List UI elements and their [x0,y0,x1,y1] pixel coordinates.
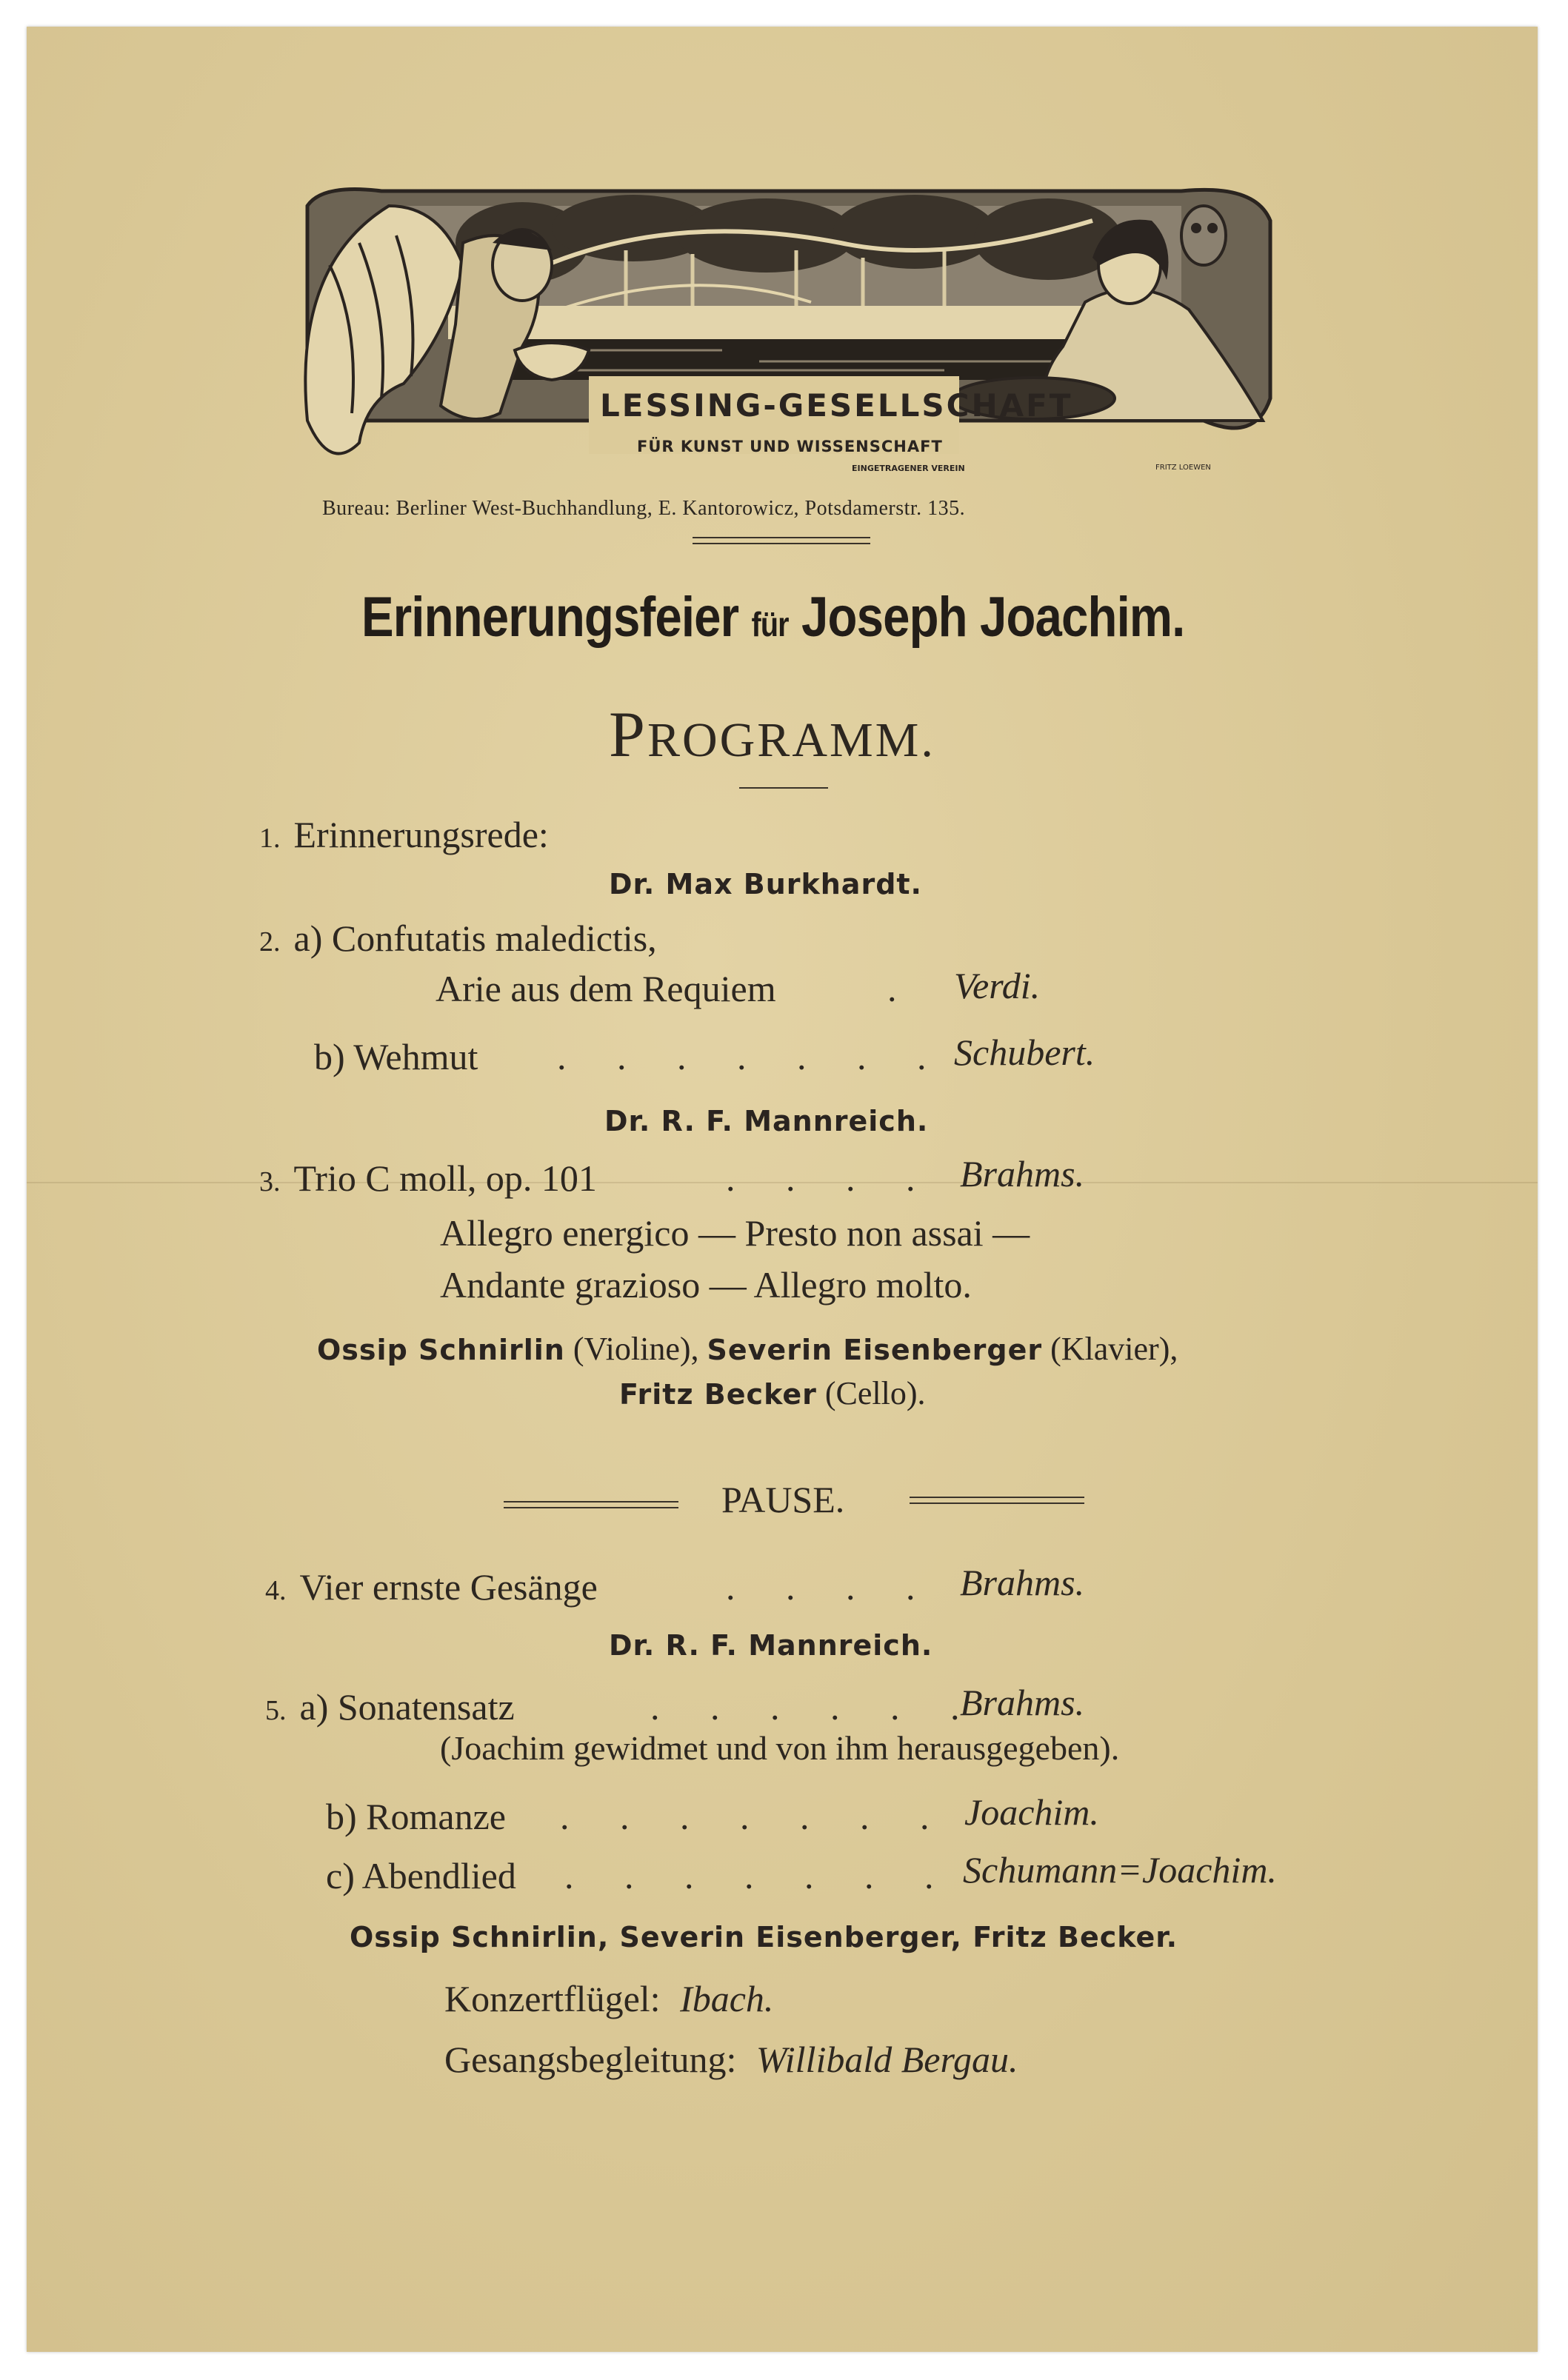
item-5c: c) Abendlied [326,1855,516,1896]
item-5b: b) Romanze [326,1796,506,1837]
item-5c-dots: . . . . . . . [564,1855,955,1896]
society-name: LESSING-GESELLSCHAFT [600,387,1073,424]
item-3: 3. Trio C moll, op. 101 [259,1157,597,1199]
item-2b: b) Wehmut [314,1036,478,1077]
item-3-dots: . . . . [726,1157,936,1199]
society-registered: EINGETRAGENER VEREIN [852,464,965,473]
item-2a-composer: Verdi. [954,965,1041,1006]
item-3-performers-line2: Fritz Becker (Cello). [619,1375,926,1411]
society-subtitle: FÜR KUNST UND WISSENSCHAFT [637,438,943,455]
header-divider [693,537,870,544]
item-5-performers: Ossip Schnirlin, Severin Eisenberger, Fritz Becker. [350,1921,1178,1953]
item-4-dots: . . . . [726,1566,936,1608]
pause-rule-right [910,1497,1084,1504]
item-5a-dots: . . . . . . [650,1686,981,1728]
programm-divider [739,787,828,789]
title-part2: für [751,605,789,644]
item-3-movements-2: Andante grazioso — Allegro molto. [440,1264,972,1306]
item-3-movements-1: Allegro energico — Presto non assai — [440,1212,1030,1254]
item-2b-dots: . . . . . . . [557,1036,947,1077]
item-2a-line2: Arie aus dem Requiem [436,968,776,1009]
item-5b-composer: Joachim. [964,1791,1099,1833]
item-2b-composer: Schubert. [954,1032,1095,1073]
item-5a-composer: Brahms. [960,1682,1085,1723]
item-5c-composer: Schumann=Joachim. [963,1849,1277,1891]
item-3-performers-line1: Ossip Schnirlin (Violine), Severin Eisenberger (Klavier), [317,1331,1178,1367]
title-part3: Joseph Joachim. [801,586,1185,649]
item-1: 1. Erinnerungsrede: [259,814,549,855]
item-5b-dots: . . . . . . . [560,1796,950,1837]
pause-rule-left [504,1501,678,1508]
piano-credit: Konzertflügel: Ibach. [444,1978,774,2019]
item-1-performer: Dr. Max Burkhardt. [609,868,922,900]
item-5a: 5. a) Sonatensatz [265,1686,515,1728]
programm-heading: PROGRAMM. [609,699,935,771]
main-title [361,585,1184,649]
pause-label: PAUSE. [721,1479,845,1520]
accompaniment-credit: Gesangsbegleitung: Willibald Bergau. [444,2039,1018,2080]
item-2-performer: Dr. R. F. Mannreich. [604,1105,929,1137]
item-2a-dots: . [887,968,918,1009]
item-5a-note: (Joachim gewidmet und von ihm herausgegeben). [440,1729,1120,1767]
item-3-composer: Brahms. [960,1153,1085,1194]
item-4: 4. Vier ernste Gesänge [265,1566,598,1608]
item-4-composer: Brahms. [960,1562,1085,1603]
item-2a: 2. a) Confutatis maledictis, [259,917,657,959]
title-part1: Erinnerungsfeier [361,586,739,649]
bureau-address: Bureau: Berliner West-Buchhandlung, E. Kantorowicz, Potsdamerstr. 135. [322,497,966,520]
item-4-performer: Dr. R. F. Mannreich. [609,1629,933,1662]
artist-signature: FRITZ LOEWEN [1155,464,1211,472]
